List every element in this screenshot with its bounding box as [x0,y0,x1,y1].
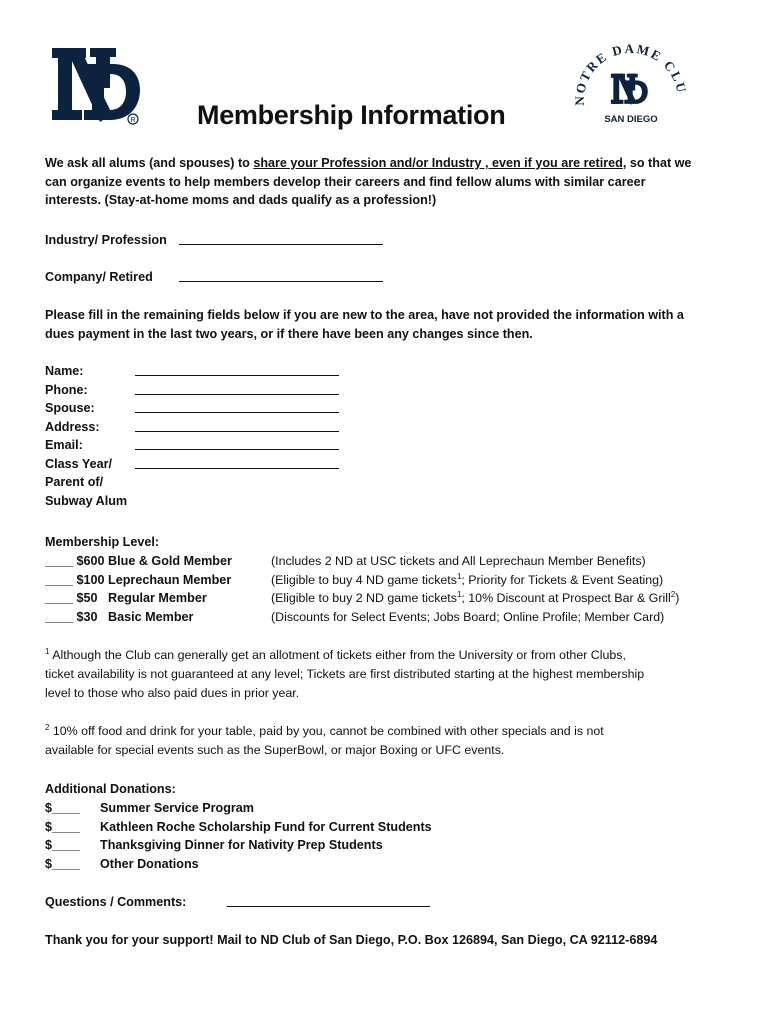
intro-line-2: can organize events to help members develop their careers and find fellow alums with similar career [45,174,646,189]
address-label: Address: [45,419,100,434]
club-arc-text: NOTRE DAME CLU [572,44,690,106]
svg-text:R: R [130,117,136,124]
level-regular-desc: (Eligible to buy 2 ND game tickets$^1$; 10% Discount at Prospect Bar & Grill$^2$) [271,589,680,605]
donation-names [100,799,432,873]
level-leprechaun-desc: (Eligible to buy 4 ND game tickets$^1$; Priority for Tickets & Event Seating) [271,571,664,587]
membership-descriptions [271,552,679,626]
club-location: SAN DIEGO [604,114,658,125]
company-label: Company/ Retired [45,270,153,284]
level-regular[interactable]: ____ $50 Regular Member [45,591,207,605]
class-year-label: Class Year/ [45,456,112,471]
donation-scholarship-fund: Kathleen Roche Scholarship Fund for Current Students [100,819,432,834]
footnote-2: $^2$ 10% off food and drink for your table, paid by you, cannot be combined with other specials and is not available for special events such as the SuperBowl, or major Boxing or UFC events. [45,722,604,757]
donation-blank-other[interactable]: $____ [45,856,81,871]
donation-blank-thanksgiving[interactable]: $____ [45,838,81,852]
subway-alum-label: Subway Alum [45,493,128,508]
donation-thanksgiving-dinner: Thanksgiving Dinner for Nativity Prep Students [100,838,383,852]
level-leprechaun[interactable]: ____ $100 Leprechaun Member [45,572,232,587]
comments-label: Questions / Comments: [45,895,187,909]
donation-other: Other Donations [100,856,199,871]
industry-field[interactable] [179,231,383,245]
membership-heading: Membership Level: [45,535,160,549]
nd-monogram-logo [50,44,142,128]
email-label: Email: [45,438,83,452]
donation-summer-service: Summer Service Program [100,801,254,815]
email-field[interactable] [135,436,339,450]
phone-label: Phone: [45,382,88,397]
company-field[interactable] [179,268,383,282]
name-label: Name: [45,364,84,378]
comments-field[interactable] [227,893,430,907]
spouse-label: Spouse: [45,401,95,415]
footnote-1: $^1$ Although the Club can generally get an allotment of tickets either from the University or from other Clubs, ticket availability is not guaranteed at any level; Tickets are first distributed starting at the highest membership level to those who also paid dues in prior year. [45,646,645,700]
closing-line: Thank you for your support! Mail to ND Club of San Diego, P.O. Box 126894, San Diego, CA 92112-6894 [45,933,658,947]
donation-blank-summer[interactable]: $____ [45,801,81,815]
intro-paragraph [45,154,691,210]
page-title: Membership Information [197,100,506,130]
donation-blank-scholarship[interactable]: $____ [45,819,81,834]
address-field[interactable] [135,418,339,432]
spouse-field[interactable] [135,399,339,413]
instructions-line-1: Please fill in the remaining fields below if you are new to the area, have not provided the information with a [45,308,684,322]
parent-of-label: Parent of/ [45,475,104,489]
contact-labels [45,362,135,510]
contact-fields [135,362,339,473]
name-field[interactable] [135,362,339,376]
industry-label: Industry/ Profession [45,233,167,247]
notre-dame-club-logo [572,44,690,136]
level-basic-desc: (Discounts for Select Events; Jobs Board; Online Profile; Member Card) [271,609,665,624]
donation-blanks [45,799,80,873]
phone-field[interactable] [135,381,339,395]
donations-heading: Additional Donations: [45,782,176,796]
intro-line-1: We ask all alums (and spouses) to share your Profession and/or Industry , even if you are retired, so that we [45,156,692,170]
intro-line-3: interests. (Stay-at-home moms and dads qualify as a profession!) [45,193,437,207]
level-blue-gold[interactable]: ____ $600 Blue & Gold Member [45,554,232,568]
instructions-line-2: dues payment in the last two years, or if there have been any changes since then. [45,326,533,341]
level-basic[interactable]: ____ $30 Basic Member [45,609,194,624]
membership-levels [45,552,232,626]
level-blue-gold-desc: (Includes 2 ND at USC tickets and All Leprechaun Member Benefits) [271,554,646,568]
class-year-field[interactable] [135,455,339,469]
instructions [45,306,684,343]
